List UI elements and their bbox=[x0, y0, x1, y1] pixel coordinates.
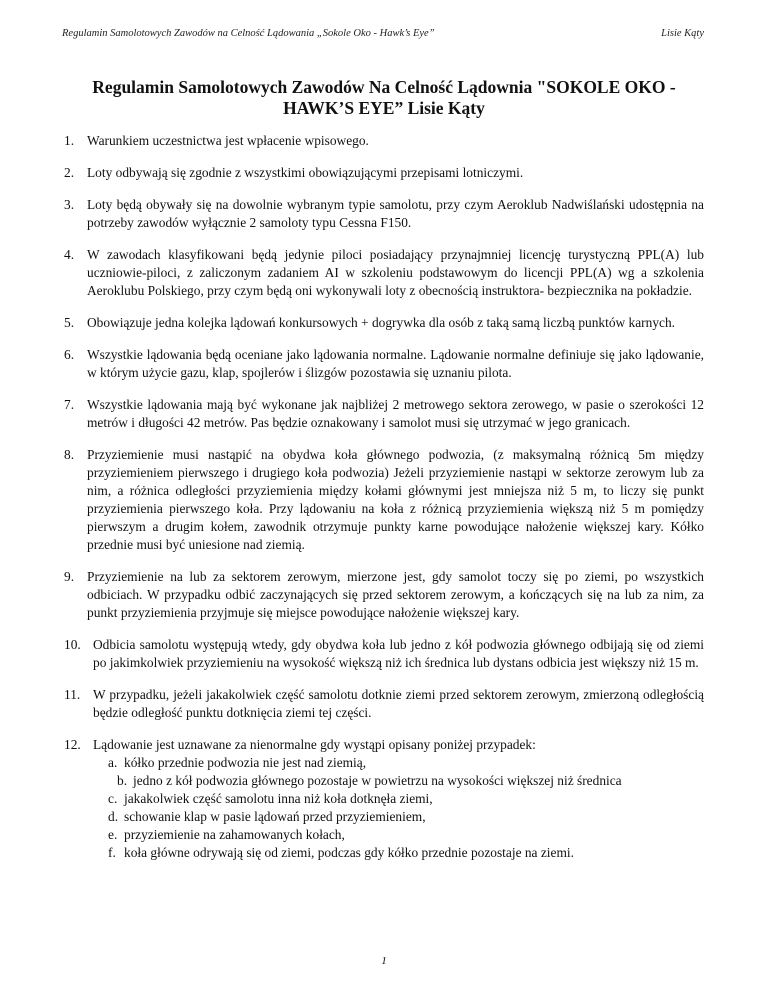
rule-item bbox=[64, 446, 704, 554]
rule-text: Odbicia samolotu występują wtedy, gdy obydwa koła lub jedno z kół podwozia głównego odbijają się od ziemi po jakimkolwiek przyziemieniu na wysokość większą niż ich średnica lub dystans odbicia jest większy niż 15 m. bbox=[93, 637, 704, 670]
rule-item bbox=[64, 314, 704, 332]
rule-number: 10. bbox=[64, 637, 81, 652]
rule-item bbox=[64, 636, 704, 672]
sub-text: koła główne odrywają się od ziemi, podczas gdy kółko przednie pozostaje na ziemi. bbox=[124, 845, 574, 860]
title-line: HAWK’S EYE” Lisie Kąty bbox=[283, 98, 485, 118]
sub-text: kółko przednie podwozia nie jest nad ziemią, bbox=[124, 755, 367, 770]
rule-number: 3. bbox=[64, 197, 75, 212]
rule-number: 11. bbox=[64, 687, 81, 702]
rule-item bbox=[64, 396, 704, 432]
rule-text: Przyziemienie musi nastąpić na obydwa koła głównego podwozia, (z maksymalną różnicą 5m między przyziemieniem pierwszego i drugiego koła podwozia) Jeżeli przyziemienie nastąpi w sektorze zerowym lub za nim, a różnica odległości przyziemienia między kołami głównymi jest mniejsza niż 5 m, to liczy się punkt przyziemienia pierwszego koła. Przy lądowaniu na koła z różnicą przyziemienia większą niż 5 m pomiędzy pierwszym a drugim kołem, zawodnik otrzymuje punkty karne powodujące nałożenie większej kary. Kółko przednie musi być uniesione nad ziemią. bbox=[87, 447, 704, 552]
rules-list bbox=[64, 132, 704, 876]
sub-item bbox=[93, 826, 704, 844]
sub-letter: f. bbox=[108, 845, 116, 860]
rule-text: Przyziemienie na lub za sektorem zerowym, mierzone jest, gdy samolot toczy się po ziemi, po wszystkich odbiciach. W przypadku odbić zaczynających się przed sektorem zerowym, a kończących się na lub za nim, za punkt przyziemienia przyjmuje się miejsce powodujące nałożenie większej kary. bbox=[87, 569, 704, 620]
rule-item bbox=[64, 246, 704, 300]
running-header-title: Regulamin Samolotowych Zawodów na Celność Lądowania „Sokole Oko - Hawk’s Eye” bbox=[62, 28, 435, 39]
sub-list bbox=[93, 754, 704, 862]
rule-text: Wszystkie lądowania mają być wykonane jak najbliżej 2 metrowego sektora zerowego, w pasie o szerokości 12 metrów i długości 42 metrów. Pas będzie oznakowany i samolot musi się utrzymać w jego granicach. bbox=[87, 397, 704, 430]
rule-number: 12. bbox=[64, 737, 81, 752]
page-number: 1 bbox=[381, 955, 387, 967]
sub-letter: c. bbox=[108, 791, 118, 806]
sub-text: jakakolwiek część samolotu inna niż koła dotknęła ziemi, bbox=[124, 791, 433, 806]
rule-number: 6. bbox=[64, 347, 75, 362]
sub-item bbox=[93, 790, 704, 808]
rule-text: Obowiązuje jedna kolejka lądowań konkursowych + dogrywka dla osób z taką samą liczbą punktów karnych. bbox=[87, 315, 676, 330]
rule-text: Loty odbywają się zgodnie z wszystkimi obowiązującymi przepisami lotniczymi. bbox=[87, 165, 524, 180]
rule-number: 8. bbox=[64, 447, 75, 462]
rule-body bbox=[93, 736, 704, 862]
rule-item bbox=[64, 568, 704, 622]
rule-item bbox=[64, 346, 704, 382]
sub-text: przyziemienie na zahamowanych kołach, bbox=[124, 827, 345, 842]
title-line: Regulamin Samolotowych Zawodów Na Celność Lądownia "SOKOLE OKO - bbox=[92, 77, 676, 97]
sub-letter: a. bbox=[108, 755, 118, 770]
sub-text: schowanie klap w pasie lądowań przed przyziemieniem, bbox=[124, 809, 426, 824]
rule-text: W przypadku, jeżeli jakakolwiek część samolotu dotknie ziemi przed sektorem zerowym, zmierzoną odległością będzie odległość punktu dotknięcia ziemi tej części. bbox=[93, 687, 704, 720]
rule-number: 7. bbox=[64, 397, 75, 412]
sub-letter: e. bbox=[108, 827, 118, 842]
rule-number: 4. bbox=[64, 247, 75, 262]
rule-item bbox=[64, 686, 704, 722]
rule-number: 2. bbox=[64, 165, 75, 180]
rule-item bbox=[64, 736, 704, 862]
sub-item bbox=[93, 844, 704, 862]
sub-text: jedno z kół podwozia głównego pozostaje w powietrzu na wysokości większej niż średnica bbox=[133, 773, 622, 788]
sub-letter: d. bbox=[108, 809, 119, 824]
sub-letter: b. bbox=[117, 773, 128, 788]
rule-item bbox=[64, 132, 704, 150]
rule-number: 9. bbox=[64, 569, 75, 584]
rule-item bbox=[64, 164, 704, 182]
rule-text: W zawodach klasyfikowani będą jedynie piloci posiadający przynajmniej licencję turystyczną PPL(A) lub uczniowie-piloci, z zaliczonym zadaniem AI w szkoleniu podstawowym do licencji PPL(A) wg a szkolenia Aeroklubu Polskiego, przy czym będą oni wykonywali loty z obecnością instruktora- bezpiecznika na pokładzie. bbox=[87, 247, 704, 298]
rule-item bbox=[64, 196, 704, 232]
document-title bbox=[80, 77, 688, 119]
rule-text: Loty będą obywały się na dowolnie wybranym typie samolotu, przy czym Aeroklub Nadwiślański udostępnia na potrzeby zawodów wyłącznie 2 samoloty typu Cessna F150. bbox=[87, 197, 704, 230]
rule-text: Wszystkie lądowania będą oceniane jako lądowania normalne. Lądowanie normalne definiuje się jako lądowanie, w którym użycie gazu, klap, spojlerów i ślizgów pozostawia się uznaniu pilota. bbox=[87, 347, 704, 380]
rule-text: Warunkiem uczestnictwa jest wpłacenie wpisowego. bbox=[87, 133, 369, 148]
rule-text: Lądowanie jest uznawane za nienormalne gdy wystąpi opisany poniżej przypadek: bbox=[93, 737, 536, 752]
running-header-location: Lisie Kąty bbox=[661, 28, 704, 39]
sub-item bbox=[93, 754, 704, 772]
rule-number: 5. bbox=[64, 315, 75, 330]
sub-item bbox=[93, 808, 704, 826]
rule-number: 1. bbox=[64, 133, 75, 148]
sub-item bbox=[93, 772, 704, 790]
